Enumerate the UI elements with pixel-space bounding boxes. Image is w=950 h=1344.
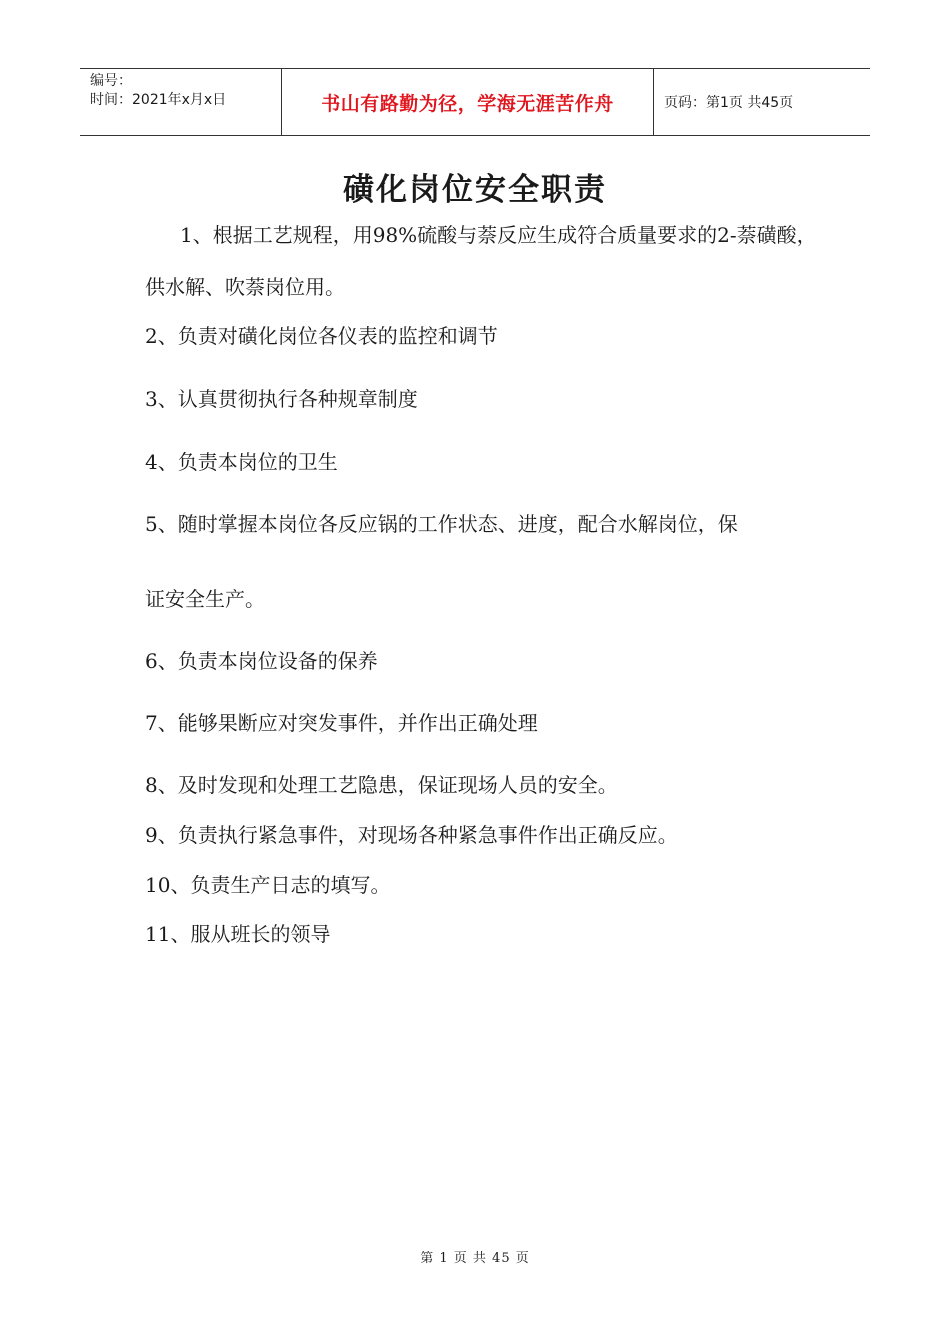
paragraph: 3、认真贯彻执行各种规章制度 <box>145 387 418 411</box>
paragraph: 1、根据工艺规程，用98%硫酸与萘反应生成符合质量要求的2-萘磺酸， <box>180 223 817 247</box>
paragraph: 8、及时发现和处理工艺隐患，保证现场人员的安全。 <box>145 773 618 797</box>
paragraph: 6、负责本岗位设备的保养 <box>145 649 378 673</box>
header-motto: 书山有路勤为径，学海无涯苦作舟 <box>282 69 654 135</box>
paragraph: 4、负责本岗位的卫生 <box>145 450 338 474</box>
document-title: 磺化岗位安全职责 <box>343 172 607 208</box>
page-footer: 第 1 页 共 45 页 <box>420 1251 530 1266</box>
paragraph: 证安全生产。 <box>145 587 265 611</box>
header-meta-cell <box>80 69 282 135</box>
document-header <box>80 68 870 136</box>
document-date: 时间：2021年x月x日 <box>90 92 227 108</box>
header-page-info: 页码：第1页 共45页 <box>664 95 794 111</box>
paragraph: 7、能够果断应对突发事件，并作出正确处理 <box>145 711 538 735</box>
document-code-label: 编号： <box>90 73 132 89</box>
paragraph: 5、随时掌握本岗位各反应锅的工作状态、进度，配合水解岗位，保 <box>145 512 738 536</box>
paragraph: 11、服从班长的领导 <box>145 922 331 946</box>
paragraph: 2、负责对磺化岗位各仪表的监控和调节 <box>145 324 498 348</box>
paragraph: 10、负责生产日志的填写。 <box>145 873 391 897</box>
paragraph: 9、负责执行紧急事件，对现场各种紧急事件作出正确反应。 <box>145 823 678 847</box>
paragraph: 供水解、吹萘岗位用。 <box>145 275 345 299</box>
